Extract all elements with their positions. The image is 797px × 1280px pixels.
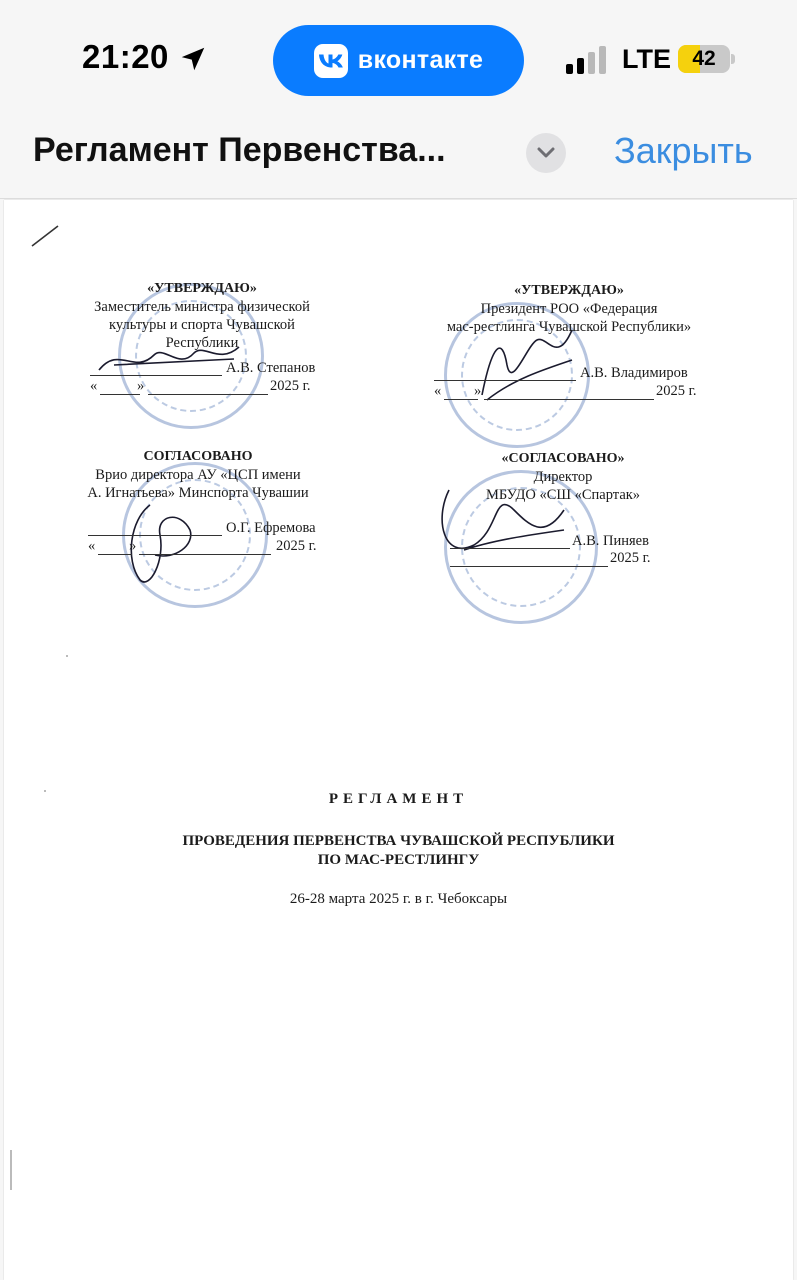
- agreement-year: 2025 г.: [610, 550, 651, 566]
- approval-heading: «УТВЕРЖДАЮ»: [514, 283, 624, 298]
- regulation-subtitle: [4, 832, 793, 870]
- location-arrow-icon: [178, 44, 208, 74]
- close-button[interactable]: Закрыть: [614, 130, 753, 171]
- approver-position-line: Президент РОО «Федерация: [480, 301, 658, 317]
- regulation-subtitle-line: ПРОВЕДЕНИЯ ПЕРВЕНСТВА ЧУВАШСКОЙ РЕСПУБЛИКИ: [182, 833, 615, 849]
- approver-position-line: культуры и спорта Чувашской: [109, 317, 295, 333]
- scan-speck: [66, 655, 68, 657]
- agreement-block-left: [74, 448, 322, 502]
- app-name: вконтакте: [357, 46, 484, 74]
- approver-position-line: Заместитель министра физической: [94, 299, 310, 315]
- agreement-block-right: [444, 450, 682, 504]
- battery-level: 42: [692, 47, 716, 70]
- approval-block-right: [419, 282, 719, 336]
- agreer-position-line: МБУДО «СШ «Спартак»: [485, 487, 641, 503]
- status-time: 21:20: [82, 38, 169, 75]
- agreement-year: 2025 г.: [276, 538, 317, 554]
- date-quote-close: »: [137, 378, 145, 394]
- signer-name: А.В. Пиняев: [572, 533, 649, 549]
- vk-logo-icon: [314, 44, 348, 78]
- pen-mark: [30, 224, 60, 248]
- scan-speck: [10, 1150, 12, 1190]
- approver-position-line: мас-рестлинга Чувашской Республики»: [446, 319, 692, 335]
- agreement-heading: «СОГЛАСОВАНО»: [501, 451, 625, 466]
- event-dates: 26-28 марта 2025 г. в г. Чебоксары: [289, 891, 508, 907]
- return-to-app-pill[interactable]: [273, 25, 524, 96]
- approval-year: 2025 г.: [270, 378, 311, 394]
- signer-name: О.Г. Ефремова: [226, 520, 316, 536]
- status-bar: [0, 0, 797, 120]
- agreer-position-line: А. Игнатьева» Минспорта Чувашии: [87, 485, 309, 501]
- approver-position-line: Республики: [165, 335, 239, 351]
- approval-year: 2025 г.: [656, 383, 697, 399]
- date-quote-open: «: [434, 383, 442, 399]
- regulation-title: РЕГЛАМЕНТ: [328, 791, 469, 807]
- agreer-position-line: Директор: [533, 469, 593, 485]
- title-menu-button[interactable]: [526, 133, 566, 173]
- battery-icon: [678, 45, 734, 73]
- signature-vladimirov: [472, 325, 582, 405]
- date-quote-open: «: [90, 378, 98, 394]
- agreer-position-line: Врио директора АУ «ЦСП имени: [95, 467, 301, 483]
- network-type: LTE: [622, 44, 671, 74]
- document-nav-bar: [0, 120, 797, 199]
- approval-block-left: [78, 280, 326, 352]
- signer-name: А.В. Владимиров: [580, 365, 688, 381]
- chevron-down-icon: [537, 147, 555, 159]
- regulation-subtitle-line: ПО МАС-РЕСТЛИНГУ: [317, 852, 480, 868]
- agreement-heading: СОГЛАСОВАНО: [143, 449, 253, 464]
- date-quote-open: «: [88, 538, 96, 554]
- date-quote-close: »: [129, 538, 137, 554]
- approval-heading: «УТВЕРЖДАЮ»: [147, 281, 257, 296]
- date-quote-close: »: [474, 383, 482, 399]
- document-page[interactable]: [4, 200, 793, 1280]
- signal-strength-icon: [566, 46, 608, 74]
- document-title[interactable]: Регламент Первенства...: [33, 131, 446, 169]
- signer-name: А.В. Степанов: [226, 360, 316, 376]
- scan-speck: [44, 790, 46, 792]
